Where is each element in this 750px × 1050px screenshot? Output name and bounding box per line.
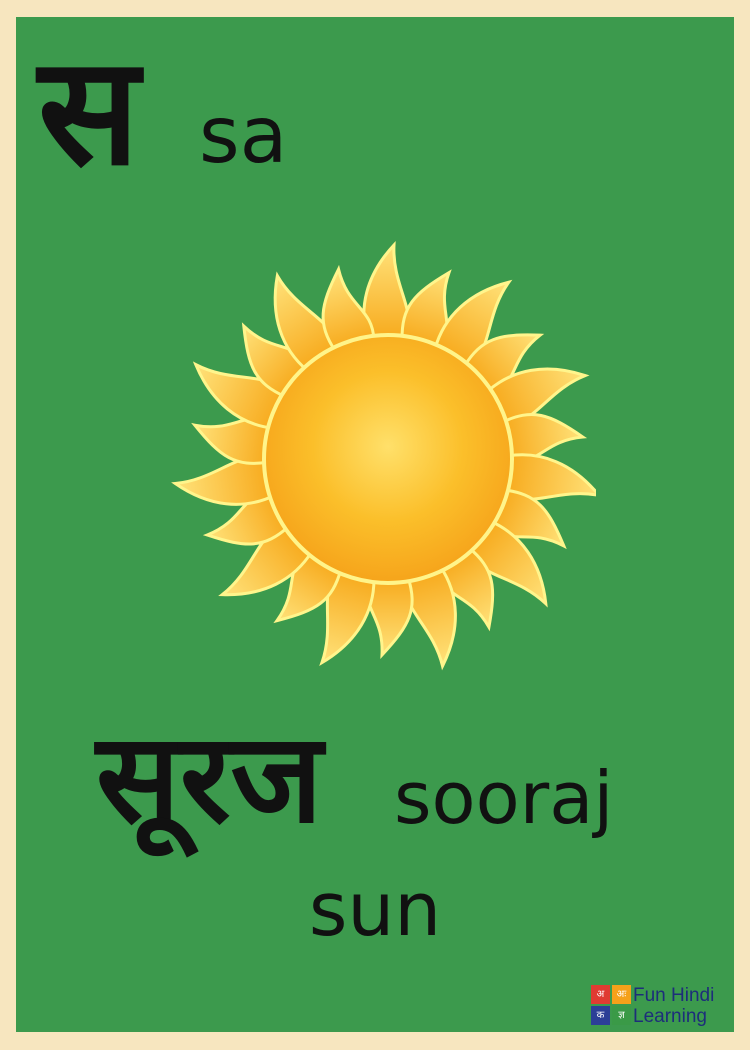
transliteration: sooraj [394, 756, 614, 840]
logo-tile-gya: ज्ञ [612, 1006, 631, 1025]
logo-line-2: Learning [633, 1006, 707, 1027]
english-word: sun [308, 867, 442, 953]
logo-tile-a: अ [591, 985, 610, 1004]
sun-core [264, 335, 512, 583]
logo-tile-ah: अः [612, 985, 631, 1004]
logo-text [633, 985, 714, 1027]
flashcard [16, 17, 734, 1032]
latin-letter: sa [199, 91, 288, 181]
brand-logo [591, 985, 736, 1029]
logo-line-1: Fun Hindi [633, 985, 715, 1006]
logo-tiles [591, 985, 631, 1025]
sun-illustration [156, 222, 596, 682]
hindi-word: सूरज [96, 707, 323, 851]
logo-tile-ka: क [591, 1006, 610, 1025]
sun-icon [156, 222, 596, 682]
hindi-letter: स [38, 25, 140, 199]
